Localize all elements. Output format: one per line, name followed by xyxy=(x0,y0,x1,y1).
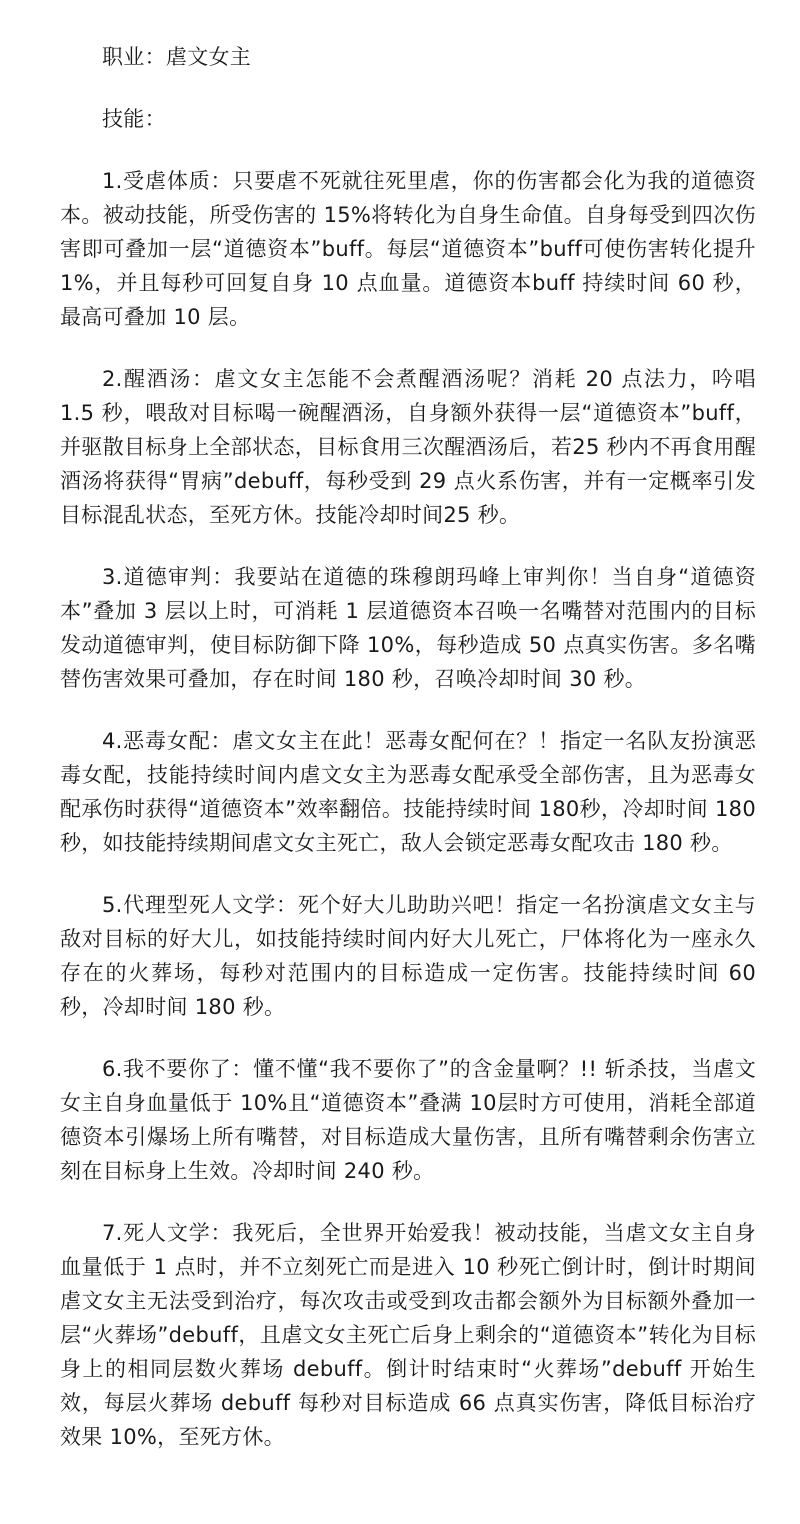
skill-paragraph-5: 5.代理型死人文学：死个好大儿助助兴吧！指定一名扮演虐文女主与敌对目标的好大儿，如技能持续时间内好大儿死亡，尸体将化为一座永久存在的火葬场，每秒对范围内的目标造成一定伤害。技能持续时间 60 秒，冷却时间 180 秒。 xyxy=(60,893,756,1019)
profession-line: 职业：虐文女主 xyxy=(102,45,252,69)
skill-paragraph-6: 6.我不要你了：懂不懂“我不要你了”的含金量啊？!! 斩杀技，当虐文女主自身血量低于 10%且“道德资本”叠满 10层时方可使用，消耗全部道德资本引爆场上所有嘴替，对目标造成大量伤害，且所有嘴替剩余伤害立刻在目标身上生效。冷却时间 240 秒。 xyxy=(60,1057,756,1183)
skill-paragraph-2: 2.醒酒汤：虐文女主怎能不会煮醒酒汤呢？消耗 20 点法力，吟唱 1.5 秒，喂敌对目标喝一碗醒酒汤，自身额外获得一层“道德资本”buff，并驱散目标身上全部状态，目标食用三次醒酒汤后，若25 秒内不再食用醒酒汤将获得“胃病”debuff，每秒受到 29 点火系伤害，并有一定概率引发目标混乱状态，至死方休。技能冷却时间25 秒。 xyxy=(60,367,756,527)
skill-paragraph-1: 1.受虐体质：只要虐不死就往死里虐，你的伤害都会化为我的道德资本。被动技能，所受伤害的 15%将转化为自身生命值。自身每受到四次伤害即可叠加一层“道德资本”buff。每层“道德资本”buff可使伤害转化提升 1%，并且每秒可回复自身 10 点血量。道德资本buff 持续时间 60 秒，最高可叠加 10 层。 xyxy=(60,169,756,329)
skill-paragraph-4: 4.恶毒女配：虐文女主在此！恶毒女配何在？！指定一名队友扮演恶毒女配，技能持续时间内虐文女主为恶毒女配承受全部伤害，且为恶毒女配承伤时获得“道德资本”效率翻倍。技能持续时间 180秒，冷却时间 180 秒，如技能持续期间虐文女主死亡，敌人会锁定恶毒女配攻击 180 秒。 xyxy=(60,729,756,855)
skill-paragraph-7: 7.死人文学：我死后，全世界开始爱我！被动技能，当虐文女主自身血量低于 1 点时，并不立刻死亡而是进入 10 秒死亡倒计时，倒计时期间虐文女主无法受到治疗，每次攻击或受到攻击都会额外为目标额外叠加一层“火葬场”debuff，且虐文女主死亡后身上剩余的“道德资本”转化为目标身上的相同层数火葬场 debuff。倒计时结束时“火葬场”debuff 开始生效，每层火葬场 debuff 每秒对目标造成 66 点真实伤害，降低目标治疗效果 10%，至死方休。 xyxy=(60,1221,756,1449)
skill-paragraph-3: 3.道德审判：我要站在道德的珠穆朗玛峰上审判你！当自身“道德资本”叠加 3 层以上时，可消耗 1 层道德资本召唤一名嘴替对范围内的目标发动道德审判，使目标防御下降 10%，每秒造成 50 点真实伤害。多名嘴替伤害效果可叠加，存在时间 180 秒，召唤冷却时间 30 秒。 xyxy=(60,565,756,691)
skills-heading: 技能： xyxy=(102,107,166,131)
